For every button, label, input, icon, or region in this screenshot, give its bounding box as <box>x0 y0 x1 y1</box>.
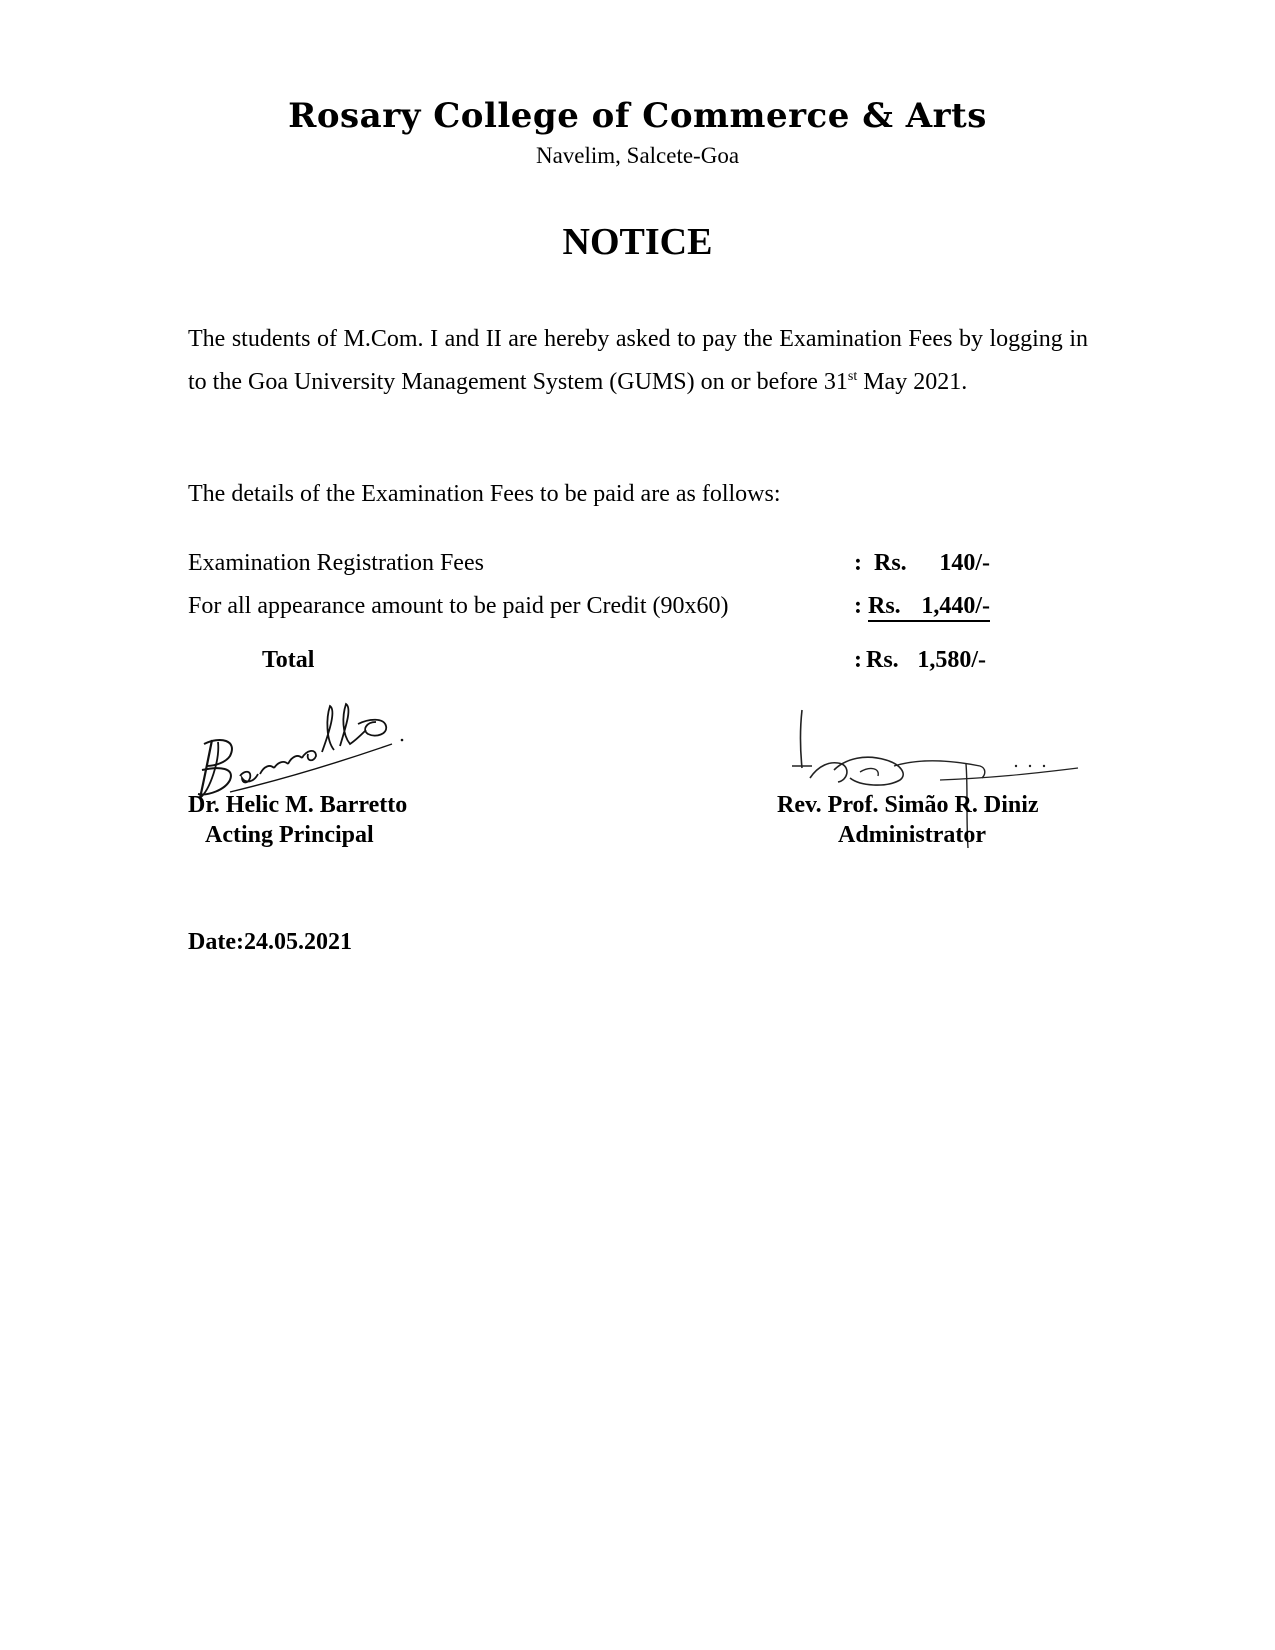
left-signatory-name: Dr. Helic M. Barretto <box>188 792 408 818</box>
fee-row-amount: 1,440/- <box>921 593 990 619</box>
amount-underline <box>868 620 990 622</box>
fee-row-label: Examination Registration Fees <box>188 550 484 576</box>
notice-body-text: The students of M.Com. I and II are hereby asked to pay the Examination Fees by logging in to the Goa University Management System (GUMS) on or before 31 <box>188 326 1088 395</box>
left-signatory-title: Acting Principal <box>205 822 374 848</box>
notice-body-text-end: May 2021. <box>857 369 968 395</box>
college-name: Rosary College of Commerce & Arts <box>288 96 987 136</box>
notice-date: Date:24.05.2021 <box>188 929 352 955</box>
fee-row-colon: : <box>854 550 862 576</box>
fee-total-label: Total <box>262 647 315 673</box>
notice-body-paragraph <box>188 318 1088 404</box>
fee-row-label: For all appearance amount to be paid per Credit (90x60) <box>188 593 729 619</box>
fee-row-colon: : <box>854 593 862 619</box>
fees-details-intro: The details of the Examination Fees to be paid are as follows: <box>188 481 781 507</box>
fee-total-amount: 1,580/- <box>917 647 986 673</box>
date-superscript: st <box>847 369 858 384</box>
fee-row-currency: Rs. <box>874 550 907 576</box>
right-signatory-title: Administrator <box>838 822 986 848</box>
college-location: Navelim, Salcete-Goa <box>535 143 740 168</box>
fee-row-currency: Rs. <box>868 593 901 619</box>
right-signatory-name: Rev. Prof. Simão R. Diniz <box>777 792 1039 818</box>
notice-title: NOTICE <box>562 221 713 263</box>
fee-row-amount: 140/- <box>939 550 990 576</box>
fee-total-currency: Rs. <box>866 647 899 673</box>
fee-total-colon: : <box>854 647 862 673</box>
